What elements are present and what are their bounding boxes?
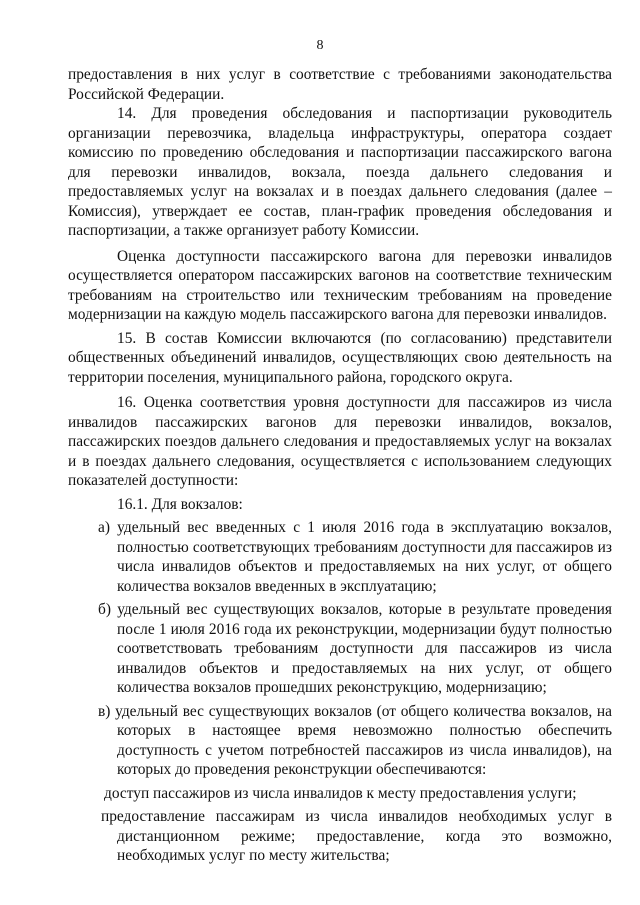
list-item-v: в) удельный вес существующих вокзалов (от общего количества вокзалов, на которых в настоящее время невозможно полностью обеспечить доступность с учетом потребностей пассажиров из числа инвалидов), на которых до проведения реконструкции обеспечиваются: bbox=[98, 702, 612, 778]
paragraph-15: 15. В состав Комиссии включаются (по согласованию) представители общественных объединений инвалидов, осуществляющих свою деятельность на территории поселения, муниципального района, городского округа. bbox=[68, 329, 612, 386]
paragraph-16-1: 16.1. Для вокзалов: bbox=[117, 495, 243, 513]
document-body bbox=[68, 65, 612, 866]
paragraph-continuation: предоставления в них услуг в соответствие с требованиями законодательства Российской Федерации. bbox=[68, 66, 612, 103]
list-subitem-access: доступ пассажиров из числа инвалидов к месту предоставления услуги; bbox=[104, 784, 577, 802]
list-item-a: а) удельный вес введенных с 1 июля 2016 года в эксплуатацию вокзалов, полностью соответствующих требованиям доступности для пассажиров из числа инвалидов объектов и предоставляемых на них услуг, от общего количества вокзалов введенных в эксплуатацию; bbox=[98, 519, 612, 595]
page-number: 8 bbox=[316, 38, 324, 53]
paragraph-vagon-assessment: Оценка доступности пассажирского вагона для перевозки инвалидов осуществляется оператором пассажирских вагонов на соответствие техническим требованиям на строительство или техническим требованиям на проведение модернизации на каждую модель пассажирского вагона для перевозки инвалидов. bbox=[68, 247, 612, 323]
list-item-b: б) удельный вес существующих вокзалов, которые в результате проведения после 1 июля 2016 года их реконструкции, модернизации будут полностью соответствовать требованиям доступности для пассажиров из числа инвалидов объектов и предоставляемых на них услуг, от общего количества вокзалов прошедших реконструкцию, модернизацию; bbox=[98, 601, 612, 696]
paragraph-14: 14. Для проведения обследования и паспортизации руководитель организации перевозчика, владельца инфраструктуры, оператора создает комиссию по проведению обследования и паспортизации пассажирского вагона для перевозки инвалидов, вокзала, поезда дальнего следования и предоставляемых услуг на вокзалах и в поездах дальнего следования (далее – Комиссия), утверждает ее состав, план-график проведения обследования и паспортизации, а также организует работу Комиссии. bbox=[68, 105, 612, 239]
paragraph-16: 16. Оценка соответствия уровня доступности для пассажиров из числа инвалидов пассажирских вагонов для перевозки инвалидов, вокзалов, пассажирских поездов дальнего следования и предоставляемых услуг на вокзалах и в поездах дальнего следования, осуществляется с использованием следующих показателей доступности: bbox=[68, 394, 612, 489]
list-subitem-remote: предоставление пассажирам из числа инвалидов необходимых услуг в дистанционном режиме; предоставление, когда это возможно, необходимых услуг по месту жительства; bbox=[101, 808, 612, 864]
